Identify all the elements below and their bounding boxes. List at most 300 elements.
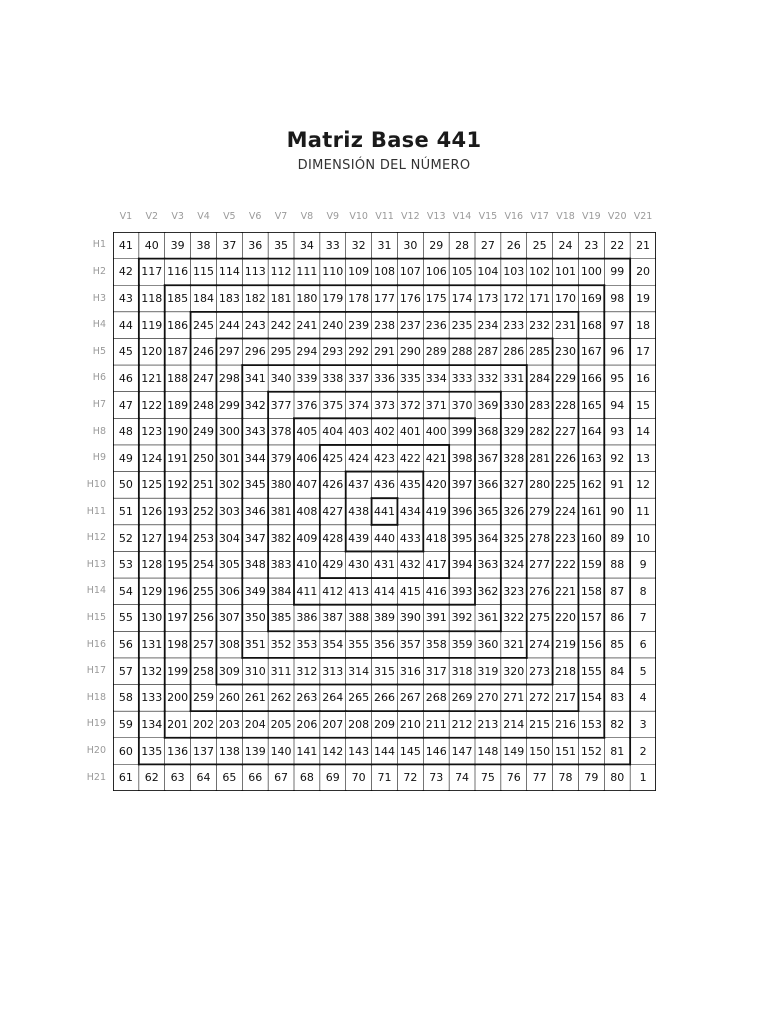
matrix-cell: 48 <box>118 425 133 439</box>
column-header: V1 <box>119 211 133 222</box>
row-header: H16 <box>86 638 106 650</box>
matrix-cell: 59 <box>118 717 133 731</box>
matrix-cell: 319 <box>477 664 499 678</box>
matrix-cell: 17 <box>636 345 651 359</box>
matrix-cell: 229 <box>554 371 576 385</box>
matrix-cell: 81 <box>610 744 625 758</box>
matrix-cell: 95 <box>610 371 625 385</box>
matrix-cell: 280 <box>529 478 551 492</box>
matrix-cell: 341 <box>244 371 266 385</box>
matrix-cell: 145 <box>399 744 421 758</box>
matrix-cell: 296 <box>244 345 266 359</box>
matrix-cell: 323 <box>503 584 525 598</box>
matrix-cell: 307 <box>218 611 240 625</box>
matrix-cell: 321 <box>503 638 525 652</box>
matrix-cell: 94 <box>610 398 625 412</box>
matrix-cell: 234 <box>477 318 499 332</box>
matrix-cell: 114 <box>218 265 240 279</box>
matrix-cell: 42 <box>118 265 133 279</box>
matrix-cell: 389 <box>373 611 395 625</box>
row-header: H11 <box>86 505 106 517</box>
matrix-cell: 357 <box>399 638 421 652</box>
matrix-cell: 72 <box>403 771 418 785</box>
matrix-cell: 21 <box>636 238 651 252</box>
matrix-cell: 232 <box>529 318 551 332</box>
matrix-cell: 242 <box>270 318 292 332</box>
matrix-cell: 291 <box>373 345 395 359</box>
matrix-cell: 199 <box>167 664 189 678</box>
column-header: V5 <box>223 211 236 222</box>
row-header: H12 <box>86 532 106 544</box>
matrix-cell: 157 <box>580 611 602 625</box>
matrix-cell: 409 <box>296 531 318 545</box>
matrix-cell: 293 <box>322 345 344 359</box>
row-header: H20 <box>86 745 106 757</box>
matrix-cell: 194 <box>167 531 189 545</box>
matrix-cell: 256 <box>192 611 214 625</box>
matrix-cell: 173 <box>477 292 499 306</box>
matrix-cell: 67 <box>274 771 289 785</box>
matrix-cell: 317 <box>425 664 447 678</box>
matrix-cell: 408 <box>296 504 318 518</box>
matrix-cell: 282 <box>529 425 551 439</box>
matrix-cell: 10 <box>636 531 651 545</box>
matrix-cell: 172 <box>503 292 525 306</box>
matrix-cell: 193 <box>167 504 189 518</box>
matrix-cell: 220 <box>554 611 576 625</box>
matrix-cell: 92 <box>610 451 625 465</box>
matrix-cell: 82 <box>610 717 625 731</box>
matrix-cell: 15 <box>636 398 651 412</box>
matrix-cell: 45 <box>118 345 133 359</box>
column-header: V15 <box>478 211 498 222</box>
matrix-cell: 63 <box>170 771 185 785</box>
row-header: H15 <box>86 611 106 623</box>
column-header: V4 <box>197 211 210 222</box>
matrix-cell: 73 <box>429 771 444 785</box>
matrix-cell: 103 <box>503 265 525 279</box>
matrix-cell: 216 <box>554 717 576 731</box>
matrix-cell: 437 <box>348 478 370 492</box>
column-header: V20 <box>607 211 627 222</box>
matrix-cell: 60 <box>118 744 133 758</box>
matrix-cell: 301 <box>218 451 240 465</box>
matrix-cell: 185 <box>167 292 189 306</box>
matrix-cell: 215 <box>529 717 551 731</box>
matrix-grid <box>113 232 656 791</box>
matrix-cell: 237 <box>399 318 421 332</box>
matrix-cell: 102 <box>529 265 551 279</box>
matrix-cell: 432 <box>399 558 421 572</box>
matrix-cell: 327 <box>503 478 525 492</box>
matrix-cell: 313 <box>322 664 344 678</box>
matrix-cell: 152 <box>580 744 602 758</box>
matrix-cell: 405 <box>296 425 318 439</box>
matrix-cell: 288 <box>451 345 473 359</box>
matrix-cell: 111 <box>296 265 318 279</box>
matrix-cell: 32 <box>351 238 366 252</box>
matrix-cell: 372 <box>399 398 421 412</box>
matrix-cell: 62 <box>144 771 159 785</box>
matrix-cell: 425 <box>322 451 344 465</box>
matrix-cell: 52 <box>118 531 133 545</box>
matrix-cell: 135 <box>141 744 163 758</box>
matrix-cell: 101 <box>554 265 576 279</box>
matrix-cell: 392 <box>451 611 473 625</box>
matrix-cell: 436 <box>373 478 395 492</box>
matrix-cell: 150 <box>529 744 551 758</box>
row-header: H10 <box>86 478 106 490</box>
matrix-cell: 259 <box>192 691 214 705</box>
matrix-cell: 267 <box>399 691 421 705</box>
matrix-cell: 8 <box>639 584 647 598</box>
matrix-cell: 99 <box>610 265 625 279</box>
row-header: H3 <box>92 292 106 304</box>
matrix-cell: 441 <box>373 504 395 518</box>
matrix-cell: 407 <box>296 478 318 492</box>
matrix-cell: 44 <box>118 318 133 332</box>
matrix-cell: 268 <box>425 691 447 705</box>
matrix-cell: 300 <box>218 425 240 439</box>
matrix-cell: 191 <box>167 451 189 465</box>
matrix-cell: 56 <box>118 638 133 652</box>
matrix-cell: 339 <box>296 371 318 385</box>
matrix-cell: 235 <box>451 318 473 332</box>
row-header: H9 <box>92 452 106 464</box>
matrix-cell: 142 <box>322 744 344 758</box>
matrix-cell: 257 <box>192 638 214 652</box>
matrix-cell: 332 <box>477 371 499 385</box>
matrix-cell: 343 <box>244 425 266 439</box>
matrix-cell: 324 <box>503 558 525 572</box>
row-header: H17 <box>86 665 106 677</box>
matrix-cell: 272 <box>529 691 551 705</box>
matrix-cell: 366 <box>477 478 499 492</box>
matrix-cell: 106 <box>425 265 447 279</box>
matrix-cell: 168 <box>580 318 602 332</box>
matrix-cell: 368 <box>477 425 499 439</box>
matrix-cell: 351 <box>244 638 266 652</box>
matrix-cell: 189 <box>167 398 189 412</box>
matrix-cell: 227 <box>554 425 576 439</box>
matrix-cell: 104 <box>477 265 499 279</box>
matrix-cell: 412 <box>322 584 344 598</box>
matrix-cell: 239 <box>348 318 370 332</box>
matrix-cell: 26 <box>506 238 521 252</box>
matrix-cell: 137 <box>192 744 214 758</box>
matrix-cell: 7 <box>639 611 647 625</box>
matrix-cell: 305 <box>218 558 240 572</box>
matrix-cell: 90 <box>610 504 625 518</box>
matrix-cell: 417 <box>425 558 447 572</box>
matrix-cell: 371 <box>425 398 447 412</box>
matrix-cell: 355 <box>348 638 370 652</box>
matrix-cell: 403 <box>348 425 370 439</box>
matrix-cell: 240 <box>322 318 344 332</box>
matrix-cell: 236 <box>425 318 447 332</box>
matrix-cell: 338 <box>322 371 344 385</box>
column-header: V10 <box>349 211 368 222</box>
matrix-cell: 97 <box>610 318 625 332</box>
matrix-cell: 212 <box>451 717 473 731</box>
matrix-cell: 289 <box>425 345 447 359</box>
matrix-cell: 391 <box>425 611 447 625</box>
matrix-cell: 222 <box>554 558 576 572</box>
matrix-cell: 28 <box>455 238 470 252</box>
matrix-cell: 388 <box>348 611 370 625</box>
matrix-cell: 5 <box>639 664 647 678</box>
column-header: V12 <box>401 211 420 222</box>
matrix-cell: 396 <box>451 504 473 518</box>
matrix-cell: 40 <box>144 238 159 252</box>
matrix-cell: 170 <box>554 292 576 306</box>
matrix-cell: 352 <box>270 638 292 652</box>
matrix-cell: 136 <box>167 744 189 758</box>
matrix-cell: 233 <box>503 318 525 332</box>
row-header: H14 <box>86 585 106 597</box>
matrix-cell: 246 <box>192 345 214 359</box>
matrix-cell: 200 <box>167 691 189 705</box>
matrix-cell: 381 <box>270 504 292 518</box>
matrix-cell: 273 <box>529 664 551 678</box>
matrix-cell: 84 <box>610 664 625 678</box>
matrix-cell: 360 <box>477 638 499 652</box>
matrix-cell: 29 <box>429 238 444 252</box>
row-header: H19 <box>86 718 106 730</box>
matrix-cell: 93 <box>610 425 625 439</box>
matrix-cell: 346 <box>244 504 266 518</box>
matrix-cell: 302 <box>218 478 240 492</box>
matrix-cell: 394 <box>451 558 473 572</box>
matrix-cell: 79 <box>584 771 599 785</box>
matrix-cell: 406 <box>296 451 318 465</box>
matrix-cell: 347 <box>244 531 266 545</box>
matrix-cell: 51 <box>118 504 133 518</box>
matrix-cell: 203 <box>218 717 240 731</box>
matrix-cell: 365 <box>477 504 499 518</box>
matrix-cell: 75 <box>480 771 495 785</box>
matrix-cell: 124 <box>141 451 163 465</box>
matrix-cell: 176 <box>399 292 421 306</box>
matrix-cell: 169 <box>580 292 602 306</box>
matrix-cell: 12 <box>636 478 651 492</box>
matrix-cell: 108 <box>373 265 395 279</box>
matrix-cell: 271 <box>503 691 525 705</box>
matrix-cell: 269 <box>451 691 473 705</box>
row-header: H1 <box>92 239 106 251</box>
matrix-cell: 27 <box>480 238 495 252</box>
matrix-cell: 138 <box>218 744 240 758</box>
matrix-cell: 318 <box>451 664 473 678</box>
matrix-cell: 61 <box>118 771 133 785</box>
matrix-cell: 148 <box>477 744 499 758</box>
matrix-cell: 23 <box>584 238 599 252</box>
matrix-cell: 140 <box>270 744 292 758</box>
matrix-cell: 180 <box>296 292 318 306</box>
row-header: H2 <box>92 265 106 277</box>
matrix-cell: 80 <box>610 771 625 785</box>
matrix-cell: 399 <box>451 425 473 439</box>
matrix-cell: 261 <box>244 691 266 705</box>
matrix-cell: 164 <box>580 425 602 439</box>
matrix-cell: 320 <box>503 664 525 678</box>
matrix-cell: 151 <box>554 744 576 758</box>
matrix-cell: 419 <box>425 504 447 518</box>
matrix-cell: 197 <box>167 611 189 625</box>
matrix-cell: 34 <box>299 238 314 252</box>
matrix-cell: 375 <box>322 398 344 412</box>
matrix-cell: 304 <box>218 531 240 545</box>
row-header: H4 <box>92 319 106 331</box>
matrix-cell: 195 <box>167 558 189 572</box>
matrix-cell: 299 <box>218 398 240 412</box>
matrix-cell: 349 <box>244 584 266 598</box>
matrix-cell: 241 <box>296 318 318 332</box>
matrix-cell: 74 <box>455 771 470 785</box>
matrix-cell: 373 <box>373 398 395 412</box>
matrix-cell: 303 <box>218 504 240 518</box>
column-headers <box>113 211 656 225</box>
matrix-cell: 348 <box>244 558 266 572</box>
matrix-cell: 416 <box>425 584 447 598</box>
matrix-cell: 160 <box>580 531 602 545</box>
matrix-cell: 143 <box>348 744 370 758</box>
matrix-cell: 383 <box>270 558 292 572</box>
matrix-cell: 258 <box>192 664 214 678</box>
matrix-cell: 244 <box>218 318 240 332</box>
matrix-cell: 322 <box>503 611 525 625</box>
matrix-cell: 354 <box>322 638 344 652</box>
matrix-cell: 342 <box>244 398 266 412</box>
column-header: V7 <box>274 211 288 222</box>
matrix-cell: 119 <box>141 318 163 332</box>
matrix-cell: 230 <box>554 345 576 359</box>
matrix-cell: 64 <box>196 771 211 785</box>
matrix-cell: 162 <box>580 478 602 492</box>
matrix-cell: 175 <box>425 292 447 306</box>
matrix-cell: 65 <box>222 771 237 785</box>
matrix-cell: 14 <box>636 425 651 439</box>
matrix-cell: 83 <box>610 691 625 705</box>
matrix-cell: 31 <box>377 238 392 252</box>
matrix-cell: 298 <box>218 371 240 385</box>
matrix-cell: 415 <box>399 584 421 598</box>
matrix-cell: 178 <box>348 292 370 306</box>
matrix-cell: 367 <box>477 451 499 465</box>
matrix-cell: 50 <box>118 478 133 492</box>
matrix-cell: 30 <box>403 238 418 252</box>
matrix-cell: 55 <box>118 611 133 625</box>
matrix-cell: 277 <box>529 558 551 572</box>
matrix-cell: 287 <box>477 345 499 359</box>
matrix-cell: 205 <box>270 717 292 731</box>
matrix-cell: 400 <box>425 425 447 439</box>
matrix-cell: 196 <box>167 584 189 598</box>
matrix-cell: 179 <box>322 292 344 306</box>
matrix-cell: 378 <box>270 425 292 439</box>
matrix-cell: 66 <box>248 771 263 785</box>
matrix-cell: 395 <box>451 531 473 545</box>
matrix-cell: 39 <box>170 238 185 252</box>
matrix-cell: 25 <box>532 238 547 252</box>
matrix-cell: 330 <box>503 398 525 412</box>
matrix-cell: 386 <box>296 611 318 625</box>
matrix-cell: 252 <box>192 504 214 518</box>
matrix-cell: 71 <box>377 771 392 785</box>
matrix-cell: 100 <box>580 265 602 279</box>
column-header: V16 <box>504 211 524 222</box>
row-header: H7 <box>92 399 106 411</box>
matrix-cell: 109 <box>348 265 370 279</box>
matrix-cell: 315 <box>373 664 395 678</box>
matrix-cell: 439 <box>348 531 370 545</box>
matrix-cell: 177 <box>373 292 395 306</box>
matrix-cell: 20 <box>636 265 651 279</box>
matrix-cell: 238 <box>373 318 395 332</box>
matrix-cell: 11 <box>636 504 651 518</box>
row-header: H18 <box>86 691 106 703</box>
matrix-cell: 127 <box>141 531 163 545</box>
matrix-cell: 422 <box>399 451 421 465</box>
matrix-cell: 128 <box>141 558 163 572</box>
matrix-cell: 316 <box>399 664 421 678</box>
matrix-cell: 414 <box>373 584 395 598</box>
matrix-cell: 290 <box>399 345 421 359</box>
matrix-cell: 6 <box>639 638 647 652</box>
matrix-cell: 325 <box>503 531 525 545</box>
matrix-cell: 393 <box>451 584 473 598</box>
column-header: V18 <box>556 211 575 222</box>
matrix-cell: 35 <box>274 238 289 252</box>
column-header: V2 <box>145 211 159 222</box>
matrix-cell: 314 <box>348 664 370 678</box>
matrix-cell: 336 <box>373 371 395 385</box>
matrix-cell: 214 <box>503 717 525 731</box>
matrix-cell: 165 <box>580 398 602 412</box>
matrix-cell: 262 <box>270 691 292 705</box>
matrix-cell: 430 <box>348 558 370 572</box>
matrix-cell: 251 <box>192 478 214 492</box>
matrix-cell: 294 <box>296 345 318 359</box>
matrix-cell: 204 <box>244 717 266 731</box>
column-header: V17 <box>530 211 549 222</box>
matrix-cell: 364 <box>477 531 499 545</box>
matrix-cell: 47 <box>118 398 133 412</box>
matrix-cell: 370 <box>451 398 473 412</box>
matrix-cell: 159 <box>580 558 602 572</box>
matrix-cell: 171 <box>529 292 551 306</box>
matrix-cell: 9 <box>639 558 647 572</box>
matrix-cell: 125 <box>141 478 163 492</box>
matrix-cell: 86 <box>610 611 625 625</box>
row-header: H21 <box>86 771 106 783</box>
matrix-cell: 226 <box>554 451 576 465</box>
matrix-cell: 218 <box>554 664 576 678</box>
row-headers <box>80 232 110 791</box>
matrix-cell: 182 <box>244 292 266 306</box>
column-header: V11 <box>375 211 394 222</box>
matrix-cell: 266 <box>373 691 395 705</box>
matrix-cell: 245 <box>192 318 214 332</box>
column-header: V14 <box>452 211 472 222</box>
matrix-cell: 295 <box>270 345 292 359</box>
matrix-cell: 410 <box>296 558 318 572</box>
matrix-cell: 387 <box>322 611 344 625</box>
matrix-cell: 264 <box>322 691 344 705</box>
matrix-cell: 122 <box>141 398 163 412</box>
matrix-cell: 260 <box>218 691 240 705</box>
matrix-cell: 363 <box>477 558 499 572</box>
